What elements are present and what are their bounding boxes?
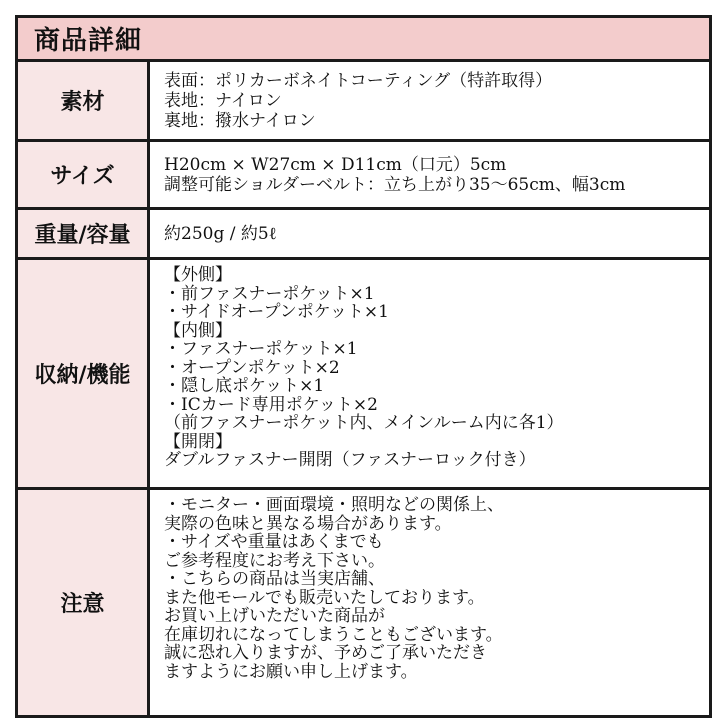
row-content-notes xyxy=(150,490,709,715)
row-content-storage xyxy=(150,260,709,490)
content-line: ・ファスナーポケット×1 xyxy=(164,339,358,359)
content-line: ・サイズや重量はあくまでも xyxy=(164,532,384,552)
row-label-storage: 収納/機能 xyxy=(18,260,150,490)
content-line: 誠に恐れ入りますが、予めご了承いただき xyxy=(164,643,487,663)
content-line: 【内側】 xyxy=(164,320,232,341)
content-line: お買い上げいただいた商品が xyxy=(164,606,385,626)
content-line: （前ファスナーポケット内、メインルーム内に各1） xyxy=(164,413,564,433)
content-line: また他モールでも販売いたしております。 xyxy=(164,587,485,608)
content-line: ・モニター・画面環境・照明などの関係上、 xyxy=(164,495,504,515)
content-line: ・ICカード専用ポケット×2 xyxy=(164,394,378,415)
content-line: 【外側】 xyxy=(164,265,232,285)
content-line: ・こちらの商品は当実店舗、 xyxy=(164,569,385,589)
content-line: 在庫切れになってしまうこともございます。 xyxy=(164,624,503,645)
row-label-weight: 重量/容量 xyxy=(18,210,150,260)
row-label-size: サイズ xyxy=(18,142,150,210)
content-line: ますようにお願い申し上げます。 xyxy=(164,661,418,682)
content-line: ご参考程度にお考え下さい。 xyxy=(164,550,385,571)
content-line: ・前ファスナーポケット×1 xyxy=(164,283,375,304)
table-title: 商品詳細 xyxy=(18,18,709,62)
content-line: 表面：ポリカーボネイトコーティング（特許取得） xyxy=(164,70,553,91)
row-label-notes: 注意 xyxy=(18,490,150,715)
content-line: ・オープンポケット×2 xyxy=(164,357,340,378)
content-line: ・サイドオープンポケット×1 xyxy=(164,302,389,322)
row-content-size xyxy=(150,142,709,210)
row-label-material: 素材 xyxy=(18,62,150,142)
product-details-table xyxy=(15,15,712,718)
row-content-weight xyxy=(150,210,709,260)
content-line: ダブルファスナー開閉（ファスナーロック付き） xyxy=(164,450,536,470)
row-content-material xyxy=(150,62,709,142)
content-line: 約250g / 約5ℓ xyxy=(164,223,277,244)
content-line: 実際の色味と異なる場合があります。 xyxy=(164,513,452,534)
content-line: 裏地：撥水ナイロン xyxy=(164,110,316,131)
content-line: ・隠し底ポケット×1 xyxy=(164,376,325,396)
content-line: 調整可能ショルダーベルト：立ち上がり35～65cm、幅3cm xyxy=(164,174,626,195)
content-line: 表地：ナイロン xyxy=(164,90,282,111)
content-line: 【開閉】 xyxy=(164,431,232,452)
content-line: H20cm × W27cm × D11cm（口元）5cm xyxy=(164,154,507,175)
